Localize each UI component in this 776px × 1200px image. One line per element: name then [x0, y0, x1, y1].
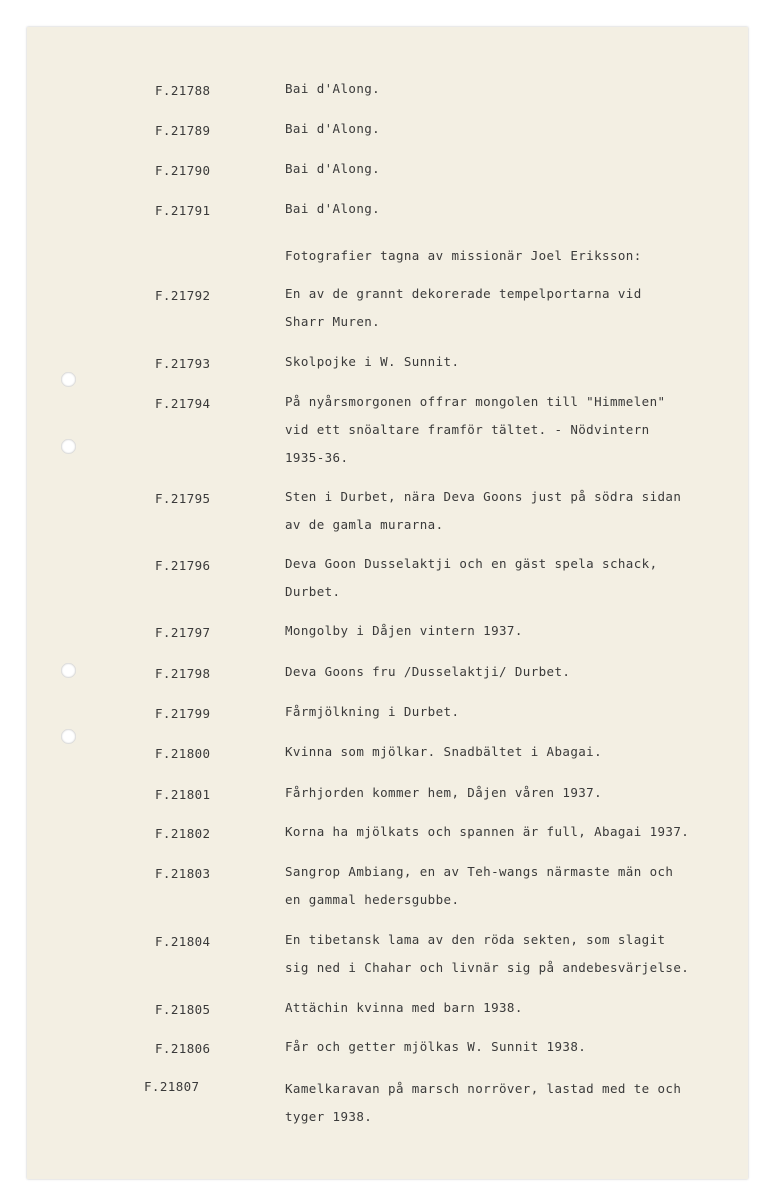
- entry-description: [285, 738, 725, 766]
- description-line: Durbet.: [285, 584, 341, 599]
- punch-hole: [61, 439, 76, 454]
- description-line: 1935-36.: [285, 450, 349, 465]
- description-line: Sten i Durbet, nära Deva Goons just på södra sidan: [285, 489, 682, 504]
- entry-number: F.21807: [144, 1079, 200, 1094]
- entry-description: [285, 75, 725, 103]
- entry-number: F.21790: [155, 163, 211, 178]
- entry-number: F.21802: [155, 826, 211, 841]
- description-line: Mongolby i Dåjen vintern 1937.: [285, 623, 523, 638]
- entry-description: [285, 698, 725, 726]
- entry-description: [285, 155, 725, 183]
- description-line: En av de grannt dekorerade tempelportarna vid: [285, 286, 642, 301]
- entry-description: [285, 550, 725, 606]
- description-line: Kamelkaravan på marsch norröver, lastad med te och: [285, 1081, 682, 1096]
- entry-description: [285, 1033, 725, 1061]
- description-line: vid ett snöaltare framför tältet. - Nödvintern: [285, 422, 650, 437]
- description-line: Korna ha mjölkats och spannen är full, Abagai 1937.: [285, 824, 690, 839]
- entry-number: F.21804: [155, 934, 211, 949]
- punch-hole: [61, 663, 76, 678]
- description-line: av de gamla murarna.: [285, 517, 444, 532]
- entry-number: F.21800: [155, 746, 211, 761]
- entry-description: [285, 617, 725, 645]
- entry-number: F.21798: [155, 666, 211, 681]
- description-line: Bai d'Along.: [285, 161, 381, 176]
- entry-description: [285, 388, 725, 472]
- entry-description: [285, 348, 725, 376]
- entry-description: [285, 115, 725, 143]
- entry-description: [285, 658, 725, 686]
- entry-description: [285, 483, 725, 539]
- description-line: tyger 1938.: [285, 1109, 373, 1124]
- description-line: På nyårsmorgonen offrar mongolen till "Himmelen": [285, 394, 666, 409]
- entry-number: F.21791: [155, 203, 211, 218]
- entry-number: F.21788: [155, 83, 211, 98]
- entry-description: [285, 779, 725, 807]
- description-line: En tibetansk lama av den röda sekten, som slagit: [285, 932, 666, 947]
- description-line: Deva Goon Dusselaktji och en gäst spela schack,: [285, 556, 658, 571]
- entry-number: F.21794: [155, 396, 211, 411]
- description-line: Fårhjorden kommer hem, Dåjen våren 1937.: [285, 785, 603, 800]
- entry-description: [285, 994, 725, 1022]
- description-line: Sangrop Ambiang, en av Teh-wangs närmaste män och: [285, 864, 674, 879]
- entry-description: [285, 280, 725, 336]
- entry-description: [285, 1075, 725, 1131]
- entry-number: F.21795: [155, 491, 211, 506]
- description-line: Fårmjölkning i Durbet.: [285, 704, 460, 719]
- entry-description: [285, 195, 725, 223]
- entry-number: F.21805: [155, 1002, 211, 1017]
- entry-number: F.21803: [155, 866, 211, 881]
- description-line: Attächin kvinna med barn 1938.: [285, 1000, 523, 1015]
- entry-number: F.21796: [155, 558, 211, 573]
- description-line: Bai d'Along.: [285, 201, 381, 216]
- entry-number: F.21789: [155, 123, 211, 138]
- entry-number: F.21793: [155, 356, 211, 371]
- description-line: Sharr Muren.: [285, 314, 381, 329]
- description-line: sig ned i Chahar och livnär sig på andebesvärjelse.: [285, 960, 690, 975]
- entry-number: F.21801: [155, 787, 211, 802]
- entry-number: F.21799: [155, 706, 211, 721]
- description-line: Bai d'Along.: [285, 81, 381, 96]
- section-header: Fotografier tagna av missionär Joel Eriksson:: [285, 248, 642, 263]
- description-line: Skolpojke i W. Sunnit.: [285, 354, 460, 369]
- entry-number: F.21797: [155, 625, 211, 640]
- punch-hole: [61, 729, 76, 744]
- description-line: Deva Goons fru /Dusselaktji/ Durbet.: [285, 664, 571, 679]
- description-line: en gammal hedersgubbe.: [285, 892, 460, 907]
- entry-description: [285, 926, 725, 982]
- description-line: Får och getter mjölkas W. Sunnit 1938.: [285, 1039, 587, 1054]
- document-page: [27, 27, 748, 1179]
- entry-number: F.21806: [155, 1041, 211, 1056]
- description-line: Bai d'Along.: [285, 121, 381, 136]
- description-line: Kvinna som mjölkar. Snadbältet i Abagai.: [285, 744, 603, 759]
- entry-description: [285, 818, 725, 846]
- entry-number: F.21792: [155, 288, 211, 303]
- entry-description: [285, 858, 725, 914]
- punch-hole: [61, 372, 76, 387]
